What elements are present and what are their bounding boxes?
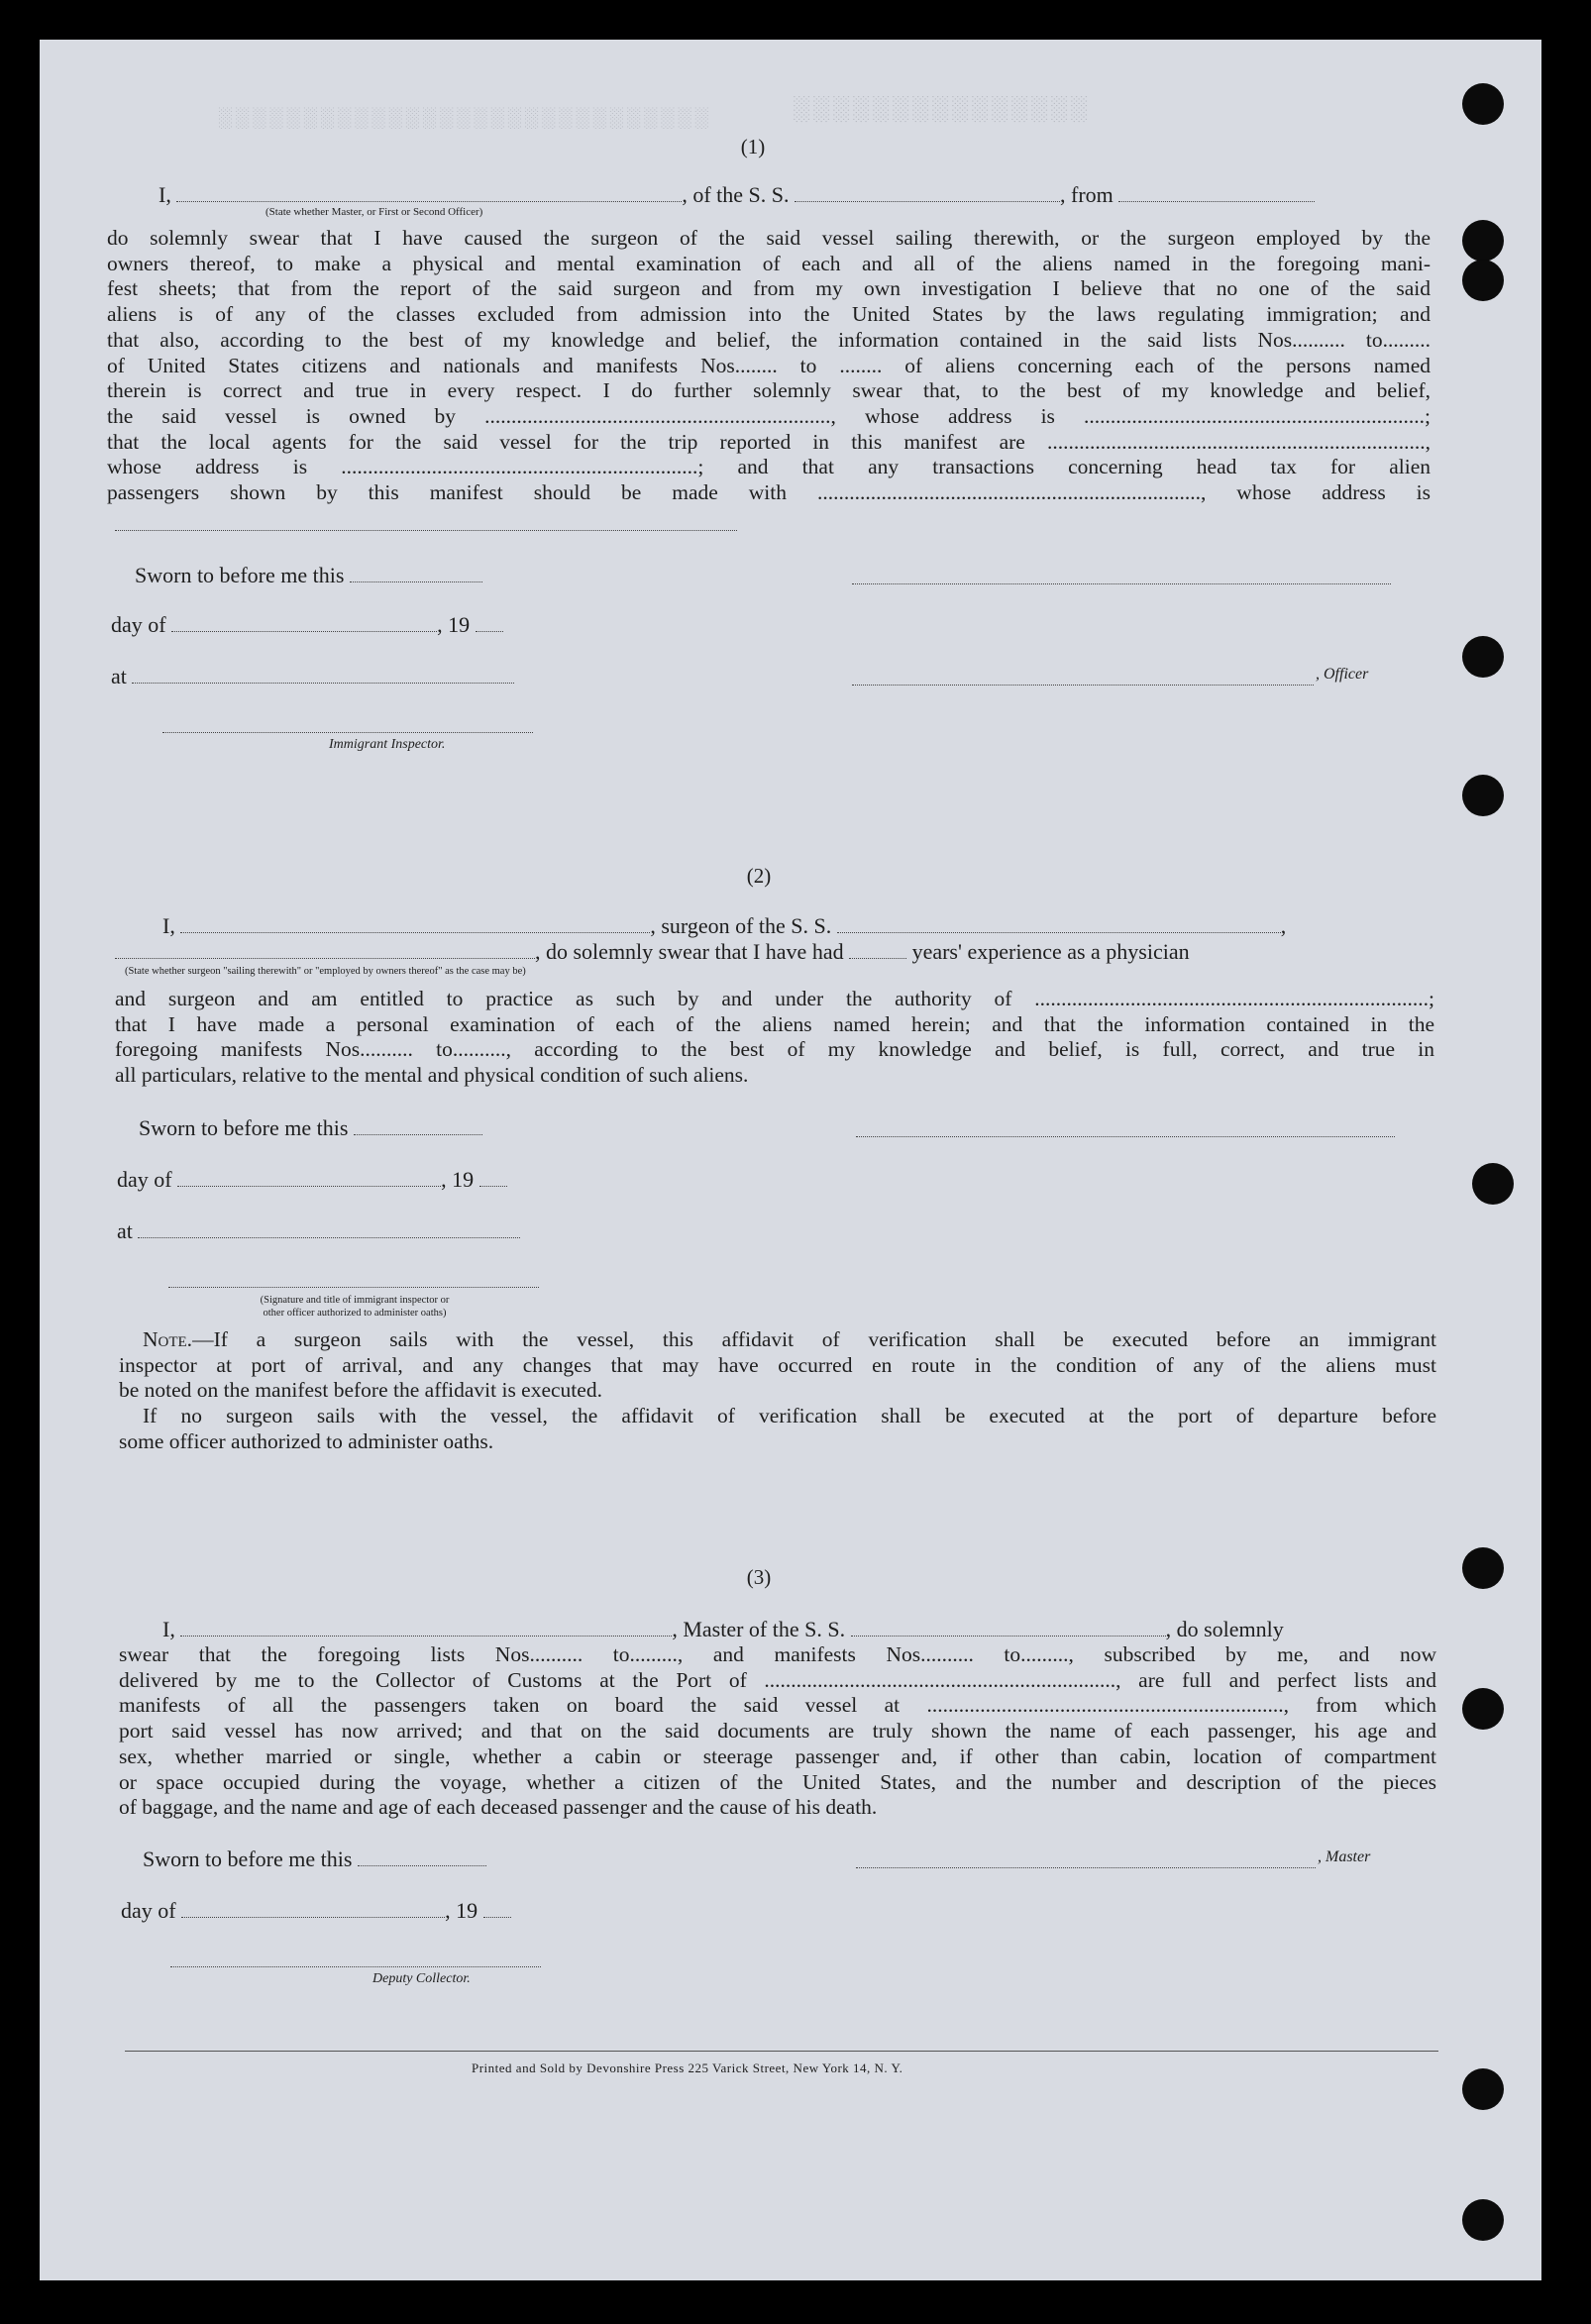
binder-hole — [1462, 636, 1504, 678]
year-prefix: , 19 — [437, 612, 471, 637]
binder-hole — [1462, 2068, 1504, 2110]
note-block — [119, 1327, 1436, 1455]
body-line: that the local agents for the said vessel for the trip reported in this manifest are ......................................................................., — [107, 429, 1431, 454]
master-signature-line[interactable] — [856, 1866, 1316, 1868]
body-line: therein is correct and true in every respect. I do further solemnly swear that, to the best of my knowledge and belief, — [107, 378, 1431, 403]
at-line — [111, 664, 514, 689]
i-label: I, — [162, 1617, 175, 1641]
at-line — [117, 1218, 520, 1244]
body-line: passengers shown by this manifest should be made with ........................................................................, whose address is — [107, 480, 1431, 505]
officer-rank-field[interactable] — [176, 183, 682, 202]
surgeon-of-ss-label: , surgeon of the S. S. — [650, 913, 832, 938]
officer-signature-line[interactable] — [852, 582, 1391, 584]
officer-title-line[interactable] — [852, 684, 1314, 686]
master-label: , Master — [1318, 1849, 1371, 1865]
sworn-label: Sworn to before me this — [135, 563, 345, 587]
body-line: swear that the foregoing lists Nos.......... to........., and manifests Nos.......... to........., subscribed by me, and now — [119, 1642, 1436, 1666]
inspector-signature-line[interactable] — [162, 731, 533, 733]
binder-hole — [1462, 220, 1504, 262]
master-of-ss-label: , Master of the S. S. — [672, 1617, 846, 1641]
master-vessel-field[interactable] — [851, 1618, 1166, 1637]
sworn-line — [135, 563, 482, 588]
sworn-day-field[interactable] — [354, 1116, 482, 1135]
note-line: inspector at port of arrival, and any changes that may have occurred en route in the condition of any of the aliens must — [119, 1352, 1436, 1377]
surgeon-signature-line[interactable] — [856, 1135, 1395, 1137]
place-field[interactable] — [138, 1219, 520, 1238]
day-of-line — [117, 1167, 507, 1193]
surgeon-vessel-field[interactable] — [837, 914, 1281, 933]
body-line: of United States citizens and nationals and manifests Nos........ to ........ of aliens concerning each of the persons named — [107, 353, 1431, 377]
note-label: Note. — [143, 1327, 193, 1351]
sworn-line — [143, 1847, 486, 1872]
body-line: foregoing manifests Nos.......... to.........., according to the best of my knowledge and belief, is full, correct, and true in — [115, 1037, 1434, 1062]
day-of-line — [111, 612, 503, 638]
surgeon-name-field[interactable] — [180, 914, 650, 933]
i-label: I, — [159, 182, 171, 207]
i-label: I, — [162, 913, 175, 938]
section-2-line-2 — [115, 939, 1190, 965]
day-of-label: day of — [121, 1898, 176, 1923]
month-field[interactable] — [181, 1899, 445, 1918]
section-2-heading: (2) — [746, 864, 772, 888]
officer-rank-caption: (State whether Master, or First or Second Officer) — [265, 206, 483, 218]
section-3-line-1 — [162, 1617, 1442, 1642]
binder-hole — [1462, 83, 1504, 125]
day-of-label: day of — [117, 1167, 172, 1192]
binder-hole — [1462, 2199, 1504, 2241]
surgeon-status-caption: (State whether surgeon "sailing therewith" or "employed by owners thereof" as the case may be) — [125, 966, 526, 977]
footer-rule — [125, 2051, 1438, 2052]
body-line: owners thereof, to make a physical and mental examination of each and all of the aliens named in the foregoing mani- — [107, 251, 1431, 275]
body-line: sex, whether married or single, whether a cabin or steerage passenger and, if other than cabin, location of compartment — [119, 1743, 1436, 1768]
body-line: aliens is of any of the classes excluded from admission into the United States by the laws regulating immigration; and — [107, 302, 1431, 327]
section-3-heading: (3) — [746, 1565, 772, 1589]
body-line: the said vessel is owned by ................................................................., whose address is ................................................................; — [107, 403, 1431, 428]
at-label: at — [117, 1218, 133, 1243]
day-of-label: day of — [111, 612, 166, 637]
binder-hole — [1462, 260, 1504, 301]
years-field[interactable] — [849, 940, 906, 959]
bleed-through-text: ░░░░░░░░░░░░░░░ — [793, 95, 1091, 122]
binder-hole — [1462, 775, 1504, 816]
binder-hole — [1462, 1547, 1504, 1589]
sworn-label: Sworn to before me this — [143, 1847, 353, 1871]
officer-label: , Officer — [1316, 666, 1369, 683]
master-name-field[interactable] — [180, 1618, 672, 1637]
body-line: delivered by me to the Collector of Customs at the Port of .................................................................., are full and perfect lists and — [119, 1667, 1436, 1692]
sworn-line — [139, 1115, 482, 1141]
deputy-collector-label: Deputy Collector. — [372, 1971, 471, 1986]
from-port-field[interactable] — [1118, 183, 1315, 202]
year-prefix: , 19 — [441, 1167, 475, 1192]
section-1-body — [107, 226, 1431, 506]
binder-hole — [1462, 1688, 1504, 1730]
at-label: at — [111, 664, 127, 688]
body-line: port said vessel has now arrived; and that on the said documents are truly shown the name of each passenger, his age and — [119, 1719, 1436, 1743]
administering-officer-line[interactable] — [168, 1286, 539, 1288]
binder-hole — [1472, 1163, 1514, 1205]
month-field[interactable] — [171, 613, 437, 632]
section-2-body — [115, 987, 1434, 1089]
sworn-day-field[interactable] — [350, 564, 482, 582]
place-field[interactable] — [132, 665, 514, 684]
body-line: fest sheets; that from the report of the said surgeon and from my own investigation I believe that no one of the said — [107, 276, 1431, 301]
body-line: that also, according to the best of my knowledge and belief, the information contained in the said lists Nos.......... to......... — [107, 327, 1431, 352]
year-field[interactable] — [479, 1168, 507, 1187]
section-2-line-1: I, , surgeon of the S. S. , — [162, 913, 1287, 938]
printer-imprint: Printed and Sold by Devonshire Press 225 Varick Street, New York 14, N. Y. — [472, 2060, 903, 2075]
inspector-label: Immigrant Inspector. — [329, 737, 446, 752]
deputy-collector-signature-line[interactable] — [170, 1965, 541, 1967]
section-1-heading: (1) — [740, 135, 766, 158]
vessel-name-field[interactable] — [795, 183, 1060, 202]
body-line: whose address is ...................................................................; and that any transactions concerning head tax for alien — [107, 455, 1431, 479]
body-line: do solemnly swear that I have caused the surgeon of the said vessel sailing therewith, or the surgeon employed by the — [107, 226, 1431, 250]
year-prefix: , 19 — [445, 1898, 478, 1923]
administering-officer-caption: (Signature and title of immigrant inspector or other officer authorized to administer oaths) — [260, 1295, 450, 1319]
note-line: be noted on the manifest before the affidavit is executed. — [119, 1378, 602, 1403]
body-line: all particulars, relative to the mental and physical condition of such aliens. — [115, 1063, 749, 1088]
bleed-through-text: ░░░░░░░░░░░░░░░░░░░░░░░░░░░░░ — [218, 107, 711, 129]
section-3-body — [119, 1642, 1436, 1821]
body-line: that I have made a personal examination of each of the aliens named herein; and that the information contained in the — [115, 1011, 1434, 1036]
sworn-label: Sworn to before me this — [139, 1115, 349, 1140]
body-line: or space occupied during the voyage, whether a citizen of the United States, and the number and description of the pieces — [119, 1769, 1436, 1794]
month-field[interactable] — [177, 1168, 441, 1187]
years-label: years' experience as a physician — [911, 939, 1190, 964]
body-line: and surgeon and am entitled to practice as such by and under the authority of ..........................................................................; — [115, 987, 1434, 1010]
surgeon-status-field[interactable] — [115, 940, 535, 959]
year-field[interactable] — [476, 613, 503, 632]
year-field[interactable] — [483, 1899, 511, 1918]
body-line: manifests of all the passengers taken on board the said vessel at ..................................................................., from which — [119, 1693, 1436, 1718]
address-continuation-line[interactable] — [115, 529, 737, 531]
section-1-line-1 — [159, 182, 1315, 208]
document-page — [40, 40, 1541, 2280]
day-of-line — [121, 1898, 511, 1924]
note-line: If no surgeon sails with the vessel, the affidavit of verification shall be executed at the port of departure before — [143, 1404, 1436, 1428]
sworn-day-field[interactable] — [358, 1848, 486, 1866]
body-line: of baggage, and the name and age of each deceased passenger and the cause of his death. — [119, 1795, 878, 1820]
from-label: , from — [1060, 182, 1114, 207]
swear-label: , do solemnly swear that I have had — [535, 939, 844, 964]
note-line: some officer authorized to administer oaths. — [119, 1428, 494, 1453]
note-line: Note.—If a surgeon sails with the vessel, this affidavit of verification shall be executed before an immigrant — [143, 1327, 1436, 1351]
of-ss-label: , of the S. S. — [682, 182, 790, 207]
do-solemnly-label: , do solemnly — [1165, 1617, 1284, 1641]
